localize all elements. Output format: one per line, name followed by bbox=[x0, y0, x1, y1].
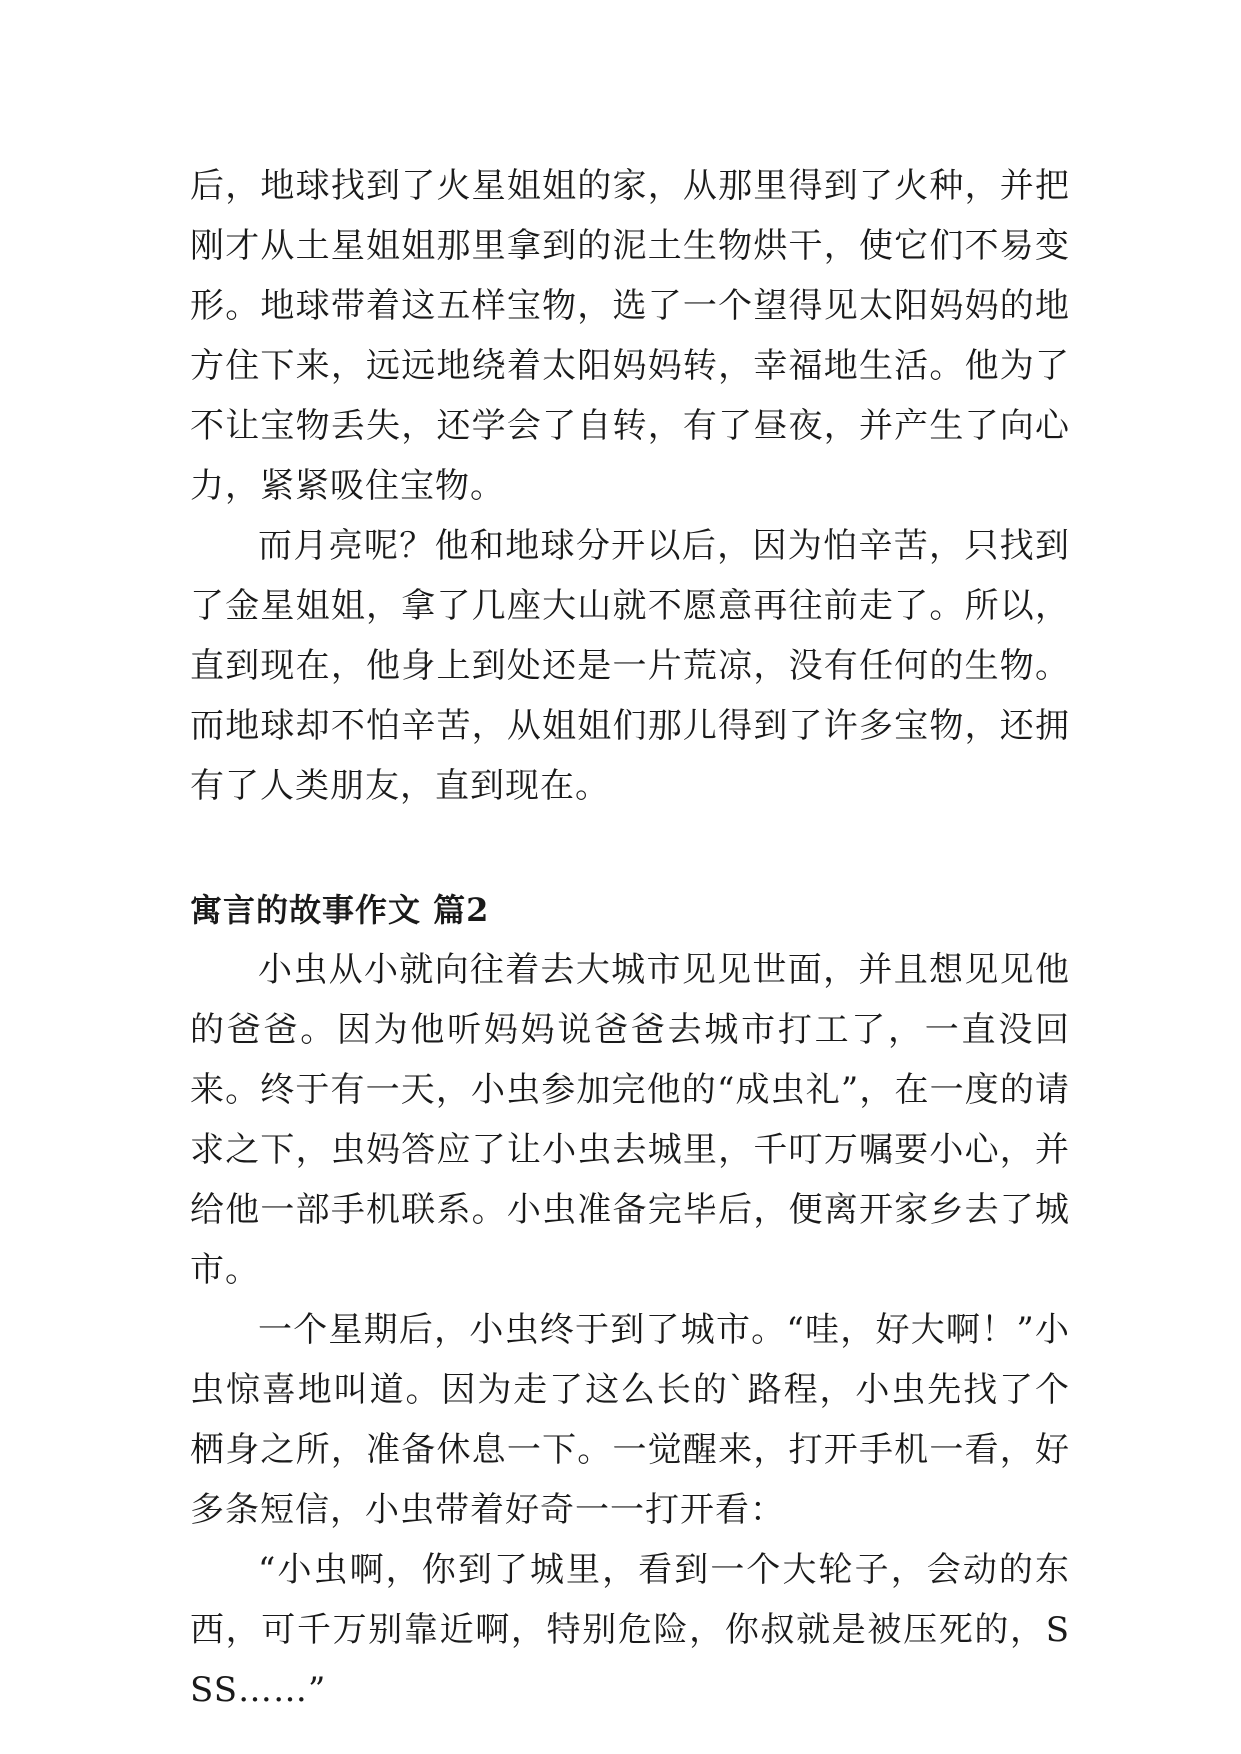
paragraph-arrival-city: 一个星期后，小虫终于到了城市。“哇，好大啊！”小虫惊喜地叫道。因为走了这么长的`路程，小虫先找了个栖身之所，准备休息一下。一觉醒来，打开手机一看，好多条短信，小虫带着好奇一一打开看： bbox=[190, 1310, 1070, 1530]
document-body bbox=[190, 156, 1070, 1720]
paragraph-message-quote: “小虫啊，你到了城里，看到一个大轮子，会动的东西，可千万别靠近啊，特别危险，你叔就是被压死的，SSS……” bbox=[190, 1550, 1070, 1710]
section-heading: 寓言的故事作文 篇2 bbox=[190, 891, 490, 929]
paragraph-moon: 而月亮呢？他和地球分开以后，因为怕辛苦，只找到了金星姐姐，拿了几座大山就不愿意再往前走了。所以，直到现在，他身上到处还是一片荒凉，没有任何的生物。而地球却不怕辛苦，从姐姐们那儿得到了许多宝物，还拥有了人类朋友，直到现在。 bbox=[190, 526, 1070, 806]
paragraph-continuation: 后，地球找到了火星姐姐的家，从那里得到了火种，并把刚才从土星姐姐那里拿到的泥土生物烘干，使它们不易变形。地球带着这五样宝物，选了一个望得见太阳妈妈的地方住下来，远远地绕着太阳妈妈转，幸福地生活。他为了不让宝物丢失，还学会了自转，有了昼夜，并产生了向心力，紧紧吸住宝物。 bbox=[190, 166, 1070, 506]
paragraph-little-bug-intro: 小虫从小就向往着去大城市见见世面，并且想见见他的爸爸。因为他听妈妈说爸爸去城市打工了，一直没回来。终于有一天，小虫参加完他的“成虫礼”，在一度的请求之下，虫妈答应了让小虫去城里，千叮万嘱要小心，并给他一部手机联系。小虫准备完毕后，便离开家乡去了城市。 bbox=[190, 950, 1070, 1290]
